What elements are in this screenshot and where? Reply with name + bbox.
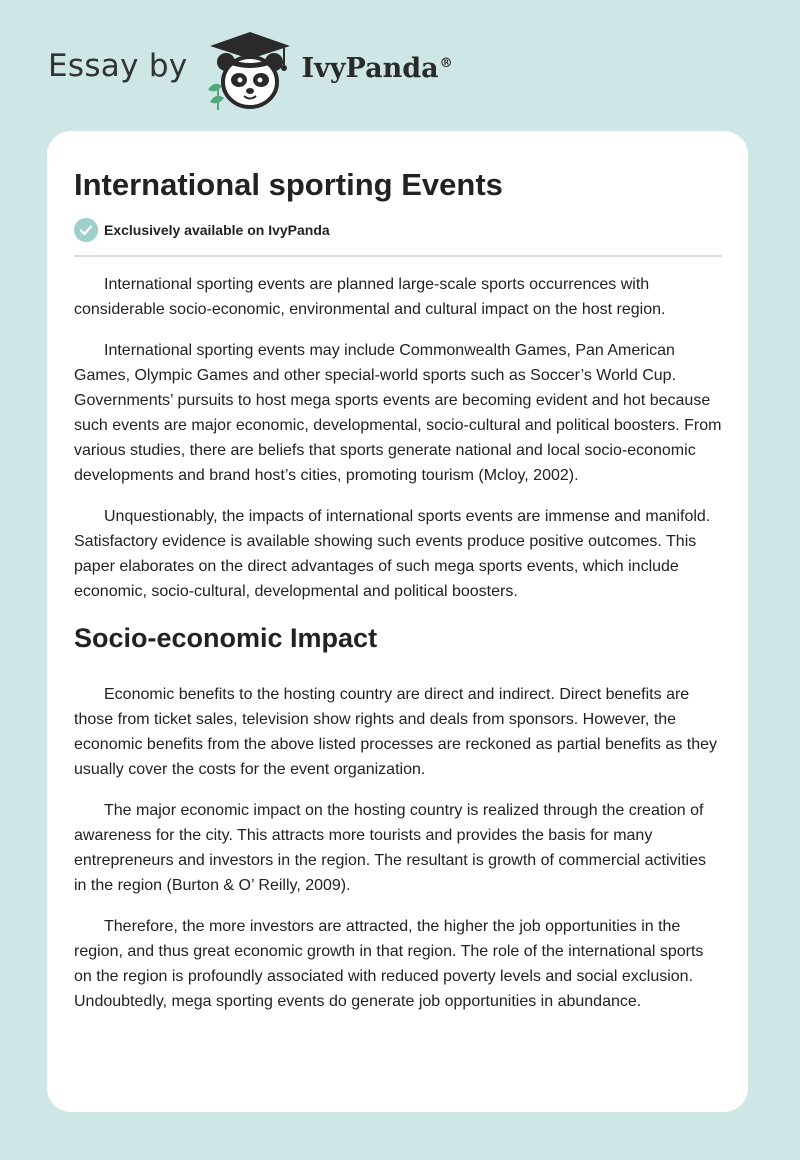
brand-header[interactable] (48, 28, 453, 114)
section-heading: Socio-economic Impact (74, 623, 378, 653)
badge-label: Exclusively available on IvyPanda (104, 222, 330, 238)
paragraph: The major economic impact on the hosting country is realized through the creation of awareness for the city. This attracts more tourists and provides the basis for many entrepreneurs and investors in the region. The resultant is growth of commercial activities in the region (Burton & O’ Reilly, 2009). (74, 802, 707, 894)
paragraph: International sporting events may include Commonwealth Games, Pan American Games, Olympic Games and other special-world sports such as Soccer’s World Cup. Governments’ pursuits to host mega sports events are becoming evident and hot because such events are major economic, developmental, socio-cultural and political boosters. From various studies, there are beliefs that sports generate national and local socio-economic developments and brand host’s cities, promoting tourism (Mcloy, 2002). (74, 342, 722, 484)
divider (74, 255, 722, 257)
exclusive-badge (74, 217, 722, 243)
paragraph: Therefore, the more investors are attracted, the higher the job opportunities in the region, and thus great economic growth in that region. The role of the international sports on the region is profoundly associated with reduced poverty levels and social exclusion. Undoubtedly, mega sporting events do generate job opportunities in abundance. (74, 918, 704, 1010)
paragraph: International sporting events are planned large-scale sports occurrences with considerable socio-economic, environmental and cultural impact on the host region. (74, 276, 666, 318)
panda-graduate-icon (204, 28, 296, 114)
page-title: International sporting Events (74, 167, 503, 202)
paragraph: Unquestionably, the impacts of international sports events are immense and manifold. Satisfactory evidence is available showing such events produce positive outcomes. This paper elaborates on the direct advantages of such mega sports events, which include economic, socio-cultural, developmental and political boosters. (74, 508, 711, 600)
registered-mark: ® (439, 55, 453, 71)
paragraph: Economic benefits to the hosting country are direct and indirect. Direct benefits are those from ticket sales, television show rights and deals from sponsors. However, the economic benefits from the above listed processes are reckoned as partial benefits as they usually cover the costs for the event organization. (74, 686, 718, 778)
essay-card (47, 131, 748, 1112)
brand-name-text: IvyPanda (301, 52, 439, 84)
brand-prefix: Essay by (48, 48, 188, 84)
essay-body (74, 272, 722, 1014)
brand-name (302, 53, 453, 84)
check-circle-icon (74, 218, 98, 242)
